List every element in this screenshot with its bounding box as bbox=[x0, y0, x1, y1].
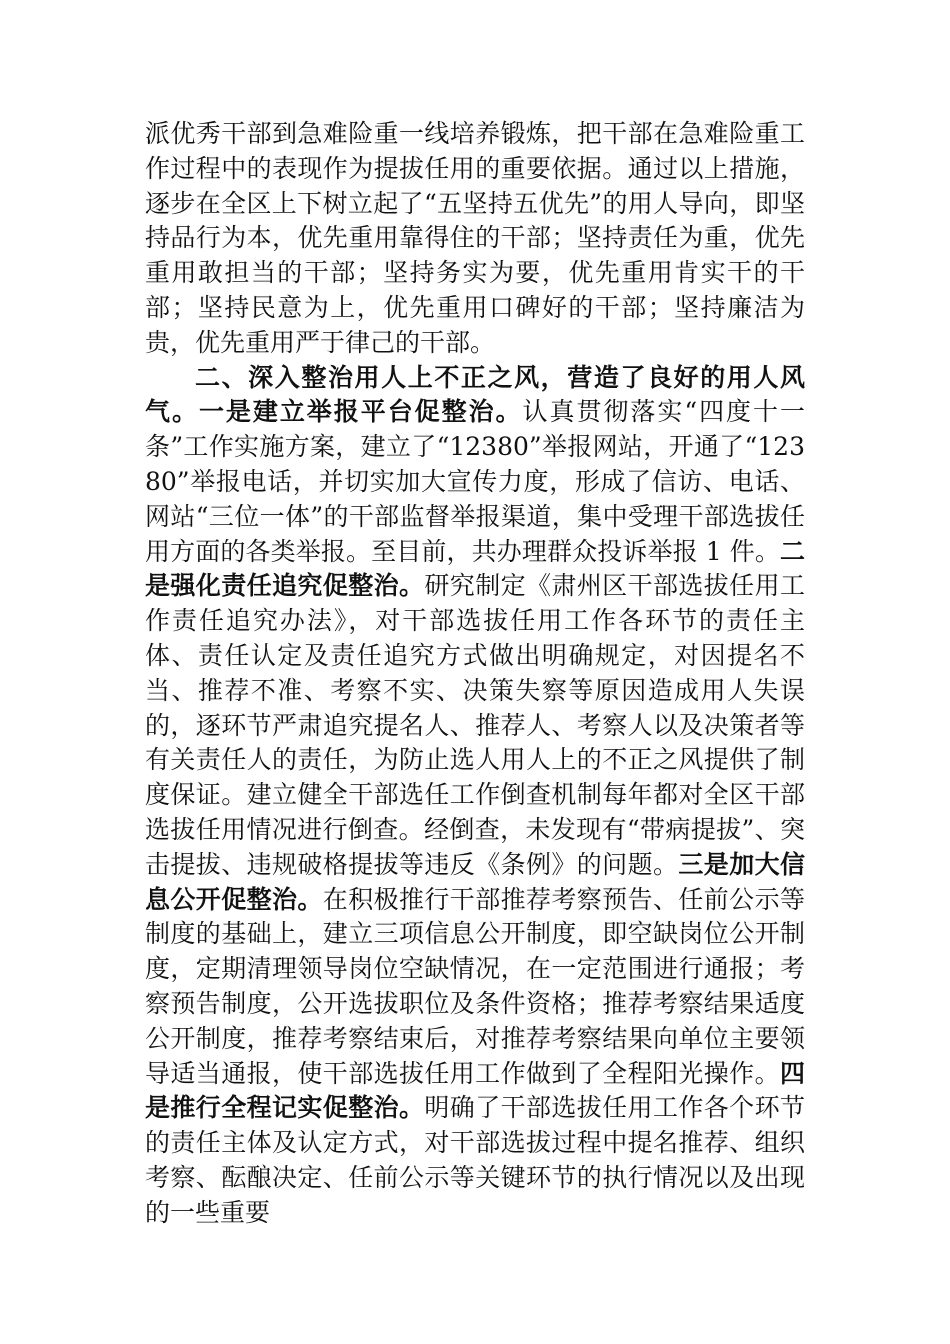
paragraph-1-text: 派优秀干部到急难险重一线培养锻炼，把干部在急难险重工作过程中的表现作为提拔任用的重要依据。通过以上措施，逐步在全区上下树立起了“五坚持五优先”的用人导向，即坚持品行为本，优先重用靠得住的干部；坚持责任为重，优先重用敢担当的干部；坚持务实为要，优先重用肯实干的干部；坚持民意为上，优先重用口碑好的干部；坚持廉洁为贵，优先重用严于律己的干部。 bbox=[145, 119, 805, 357]
item-2-title: 二是强化责任追究促整治。 bbox=[145, 536, 805, 601]
paragraph-cadre-selection-orientation bbox=[145, 117, 805, 361]
item-2-text: 研究制定《肃州区干部选拔任用工作责任追究办法》，对干部选拔任用工作各环节的责任主体、责任认定及责任追究方式做出明确规定，对因提名不当、推荐不准、考察不实、决策失察等原因造成用人失误的，逐环节严肃追究提名人、推荐人、考察人以及决策者等有关责任人的责任，为防止选人用人上的不正之风提供了制度保证。建立健全干部选任工作倒查机制每年都对全区干部选拔任用情况进行倒查。经倒查，未发现有“带病提拔”、突击提拔、违规破格提拔等违反《条例》的问题。 bbox=[145, 571, 805, 879]
paragraph-section-2 bbox=[145, 361, 805, 1231]
item-1-text: 认真贯彻落实“四度十一条”工作实施方案，建立了“12380”举报网站，开通了“12380”举报电话，并切实加大宣传力度，形成了信访、电话、网站“三位一体”的干部监督举报渠道，集中受理干部选拔任用方面的各类举报。至目前，共办理群众投诉举报 1 件。 bbox=[145, 397, 805, 566]
section-2-heading: 二、深入整治用人上不正之风，营造了良好的用人风气。 bbox=[145, 362, 805, 427]
item-1-title: 一是建立举报平台促整治。 bbox=[198, 397, 523, 427]
item-3-title: 三是加大信息公开促整治。 bbox=[145, 849, 805, 914]
item-4-text: 明确了干部选拔任用工作各个环节的责任主体及认定方式，对干部选拔过程中提名推荐、组织考察、酝酿决定、任前公示等关键环节的执行情况以及出现的一些重要 bbox=[145, 1093, 805, 1227]
item-4-title: 四是推行全程记实促整治。 bbox=[145, 1058, 805, 1123]
body-text bbox=[145, 117, 805, 1231]
item-3-text: 在积极推行干部推荐考察预告、任前公示等制度的基础上，建立三项信息公开制度，即空缺岗位公开制度，定期清理领导岗位空缺情况，在一定范围进行通报；考察预告制度，公开选拔职位及条件资格；推荐考察结果适度公开制度，推荐考察结束后，对推荐考察结果向单位主要领导适当通报，使干部选拔任用工作做到了全程阳光操作。 bbox=[145, 884, 805, 1088]
